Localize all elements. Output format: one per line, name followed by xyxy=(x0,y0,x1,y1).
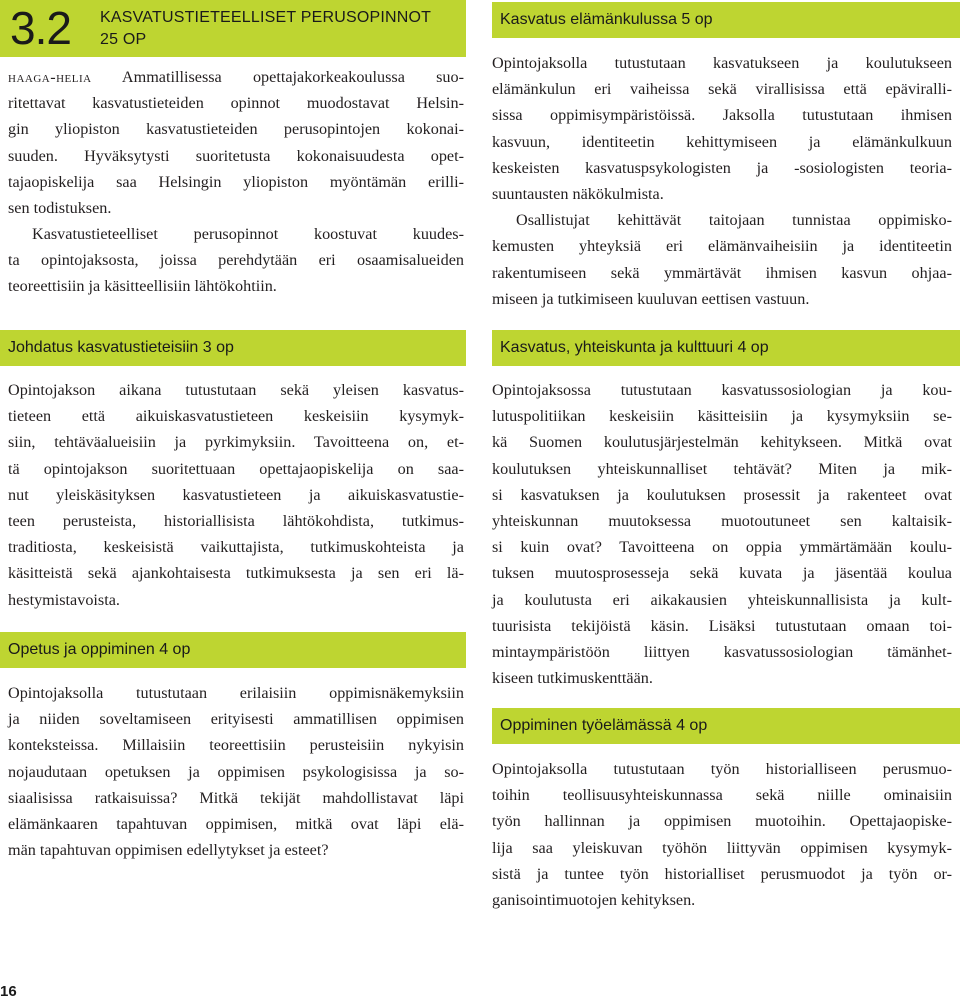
course-heading: Johdatus kasvatustieteisiin 3 op xyxy=(8,339,234,356)
course-heading-bar xyxy=(492,2,960,38)
section-number: 3.2 xyxy=(10,2,71,54)
course-heading-bar xyxy=(0,632,466,668)
course-heading: Oppiminen työelämässä 4 op xyxy=(500,717,708,734)
course-heading: Kasvatus, yhteiskunta ja kulttuuri 4 op xyxy=(500,339,769,356)
intro-paragraph: haaga-helia Ammatillisessa opettajakorkeakoulussa suo- ritettavat kasvatustieteiden opinnot muodostavat Helsin- gin yliopiston kasvatustieteiden perusopintojen kokonai- suuden. Hyväksytysti suoritetusta kokonaisuudesta opet- tajaopiskelija saa Helsingin yliopiston myöntämän erilli- sen todistuksen. xyxy=(8,68,464,218)
course-description: Opintojakson aikana tutustutaan sekä yleisen kasvatus- tieteen että aikuiskasvatustieteen keskeisiin kysymyk- siin, tehtäväalueisiin ja pyrkimyksiin. Tavoitteena on, et- tä opintojakson suoritettuaan opettajaopiskelija on saa- nut yleiskäsityksen kasvatustieteen ja aikuiskasvatustie- teen perusteista, historiallisista lähtökohdista, tutkimus- traditiosta, keskeisistä vaikuttajista, tutkimuskohteista ja käsitteistä sekä ajankohtaisesta tutkimuksesta ja sen eri lä- hestymistavoista. xyxy=(8,381,464,609)
course-heading: Kasvatus elämänkulussa 5 op xyxy=(500,11,713,28)
section-title: KASVATUSTIETEELLISET PERUSOPINNOT xyxy=(100,9,432,26)
section-number-block xyxy=(0,0,94,57)
intro-paragraph-2: Kasvatustieteelliset perusopinnot koostuvat kuudes- ta opintojaksosta, joissa perehdytään eri osaamisalueiden teoreettisiin ja käsitteellisiin lähtökohtiin. xyxy=(8,225,464,296)
course-heading-bar xyxy=(492,708,960,744)
course-description: Opintojaksossa tutustutaan kasvatussosiologian ja kou- lutuspolitiikan keskeisiin käsitteisiin ja kysymyksiin se- kä Suomen koulutusjärjestelmän kehitykseen. Mitkä ovat koulutuksen yhteiskunnalliset tehtävät? Miten ja mik- si kasvatuksen ja koulutuksen prosessit ja rakenteet ovat yhteiskunnan muutoksessa muotoutuneet sen kaltaisik- si kuin ovat? Tavoitteena on oppia ymmärtämään koulu- tuksen muutosprosesseja sekä kuvata ja jäsentää koulua ja koulutusta eri aikakausien yhteiskunnallisista ja kult- tuurisista tekijöistä käsin. Lisäksi tutustutaan omaan toi- mintaympäristöön liittyen kasvatussosiologian tämänhet- kiseen tutkimuskenttään. xyxy=(492,381,952,688)
course-description: Opintojaksolla tutustutaan työn historialliseen perusmuo- toihin teollisuusyhteiskunnassa sekä niille ominaisiin työn hallinnan ja oppimisen muotoihin. Opettajaopiske- lija saa yleiskuvan työhön liittyvän oppimisen kysymyk- sistä ja tuntee työn historialliset perusmuodot ja työn or- ganisointimuotojen kehityksen. xyxy=(492,760,952,910)
course-heading: Opetus ja oppiminen 4 op xyxy=(8,641,191,658)
course-heading-bar xyxy=(0,330,466,366)
course-heading-bar xyxy=(492,330,960,366)
brand-name: haaga-helia xyxy=(8,68,92,86)
course-description: Opintojaksolla tutustutaan erilaisiin oppimisnäkemyksiin ja niiden soveltamiseen erityisesti ammatillisen oppimisen konteksteissa. Millaisiin teoreettisiin perusteisiin nykyisin nojaudutaan opetuksen ja oppimisen psykologisissa ja so- siaalisissa ratkaisuissa? Mitkä tekijät mahdollistavat läpi elämänkaaren tapahtuvan oppimisen, mitkä ovat läpi elä- män tapahtuvan oppimisen edellytykset ja esteet? xyxy=(8,684,464,860)
course-description: Opintojaksolla tutustutaan kasvatukseen ja koulutukseen elämänkulun eri vaiheissa sekä virallisissa että epäviralli- sissa oppimisympäristöissä. Jaksolla tutustutaan ihmisen kasvuun, identiteetin kehittymiseen ja elämänkulkuun keskeisten kasvatuspsykologisten ja -sosiologisten teoria- suuntausten näkökulmista. Osallistujat kehittävät taitojaan tunnistaa oppimisko- kemusten yhteyksiä eri elämänvaiheisiin ja identiteetin rakentumiseen sekä ymmärtävät ihmisen kasvun ohjaa- miseen ja tutkimiseen kuuluvan eettisen vastuun. xyxy=(492,54,952,308)
section-title-block xyxy=(94,0,466,57)
page-number: 16 xyxy=(0,983,17,1000)
section-credits: 25 OP xyxy=(100,31,147,48)
